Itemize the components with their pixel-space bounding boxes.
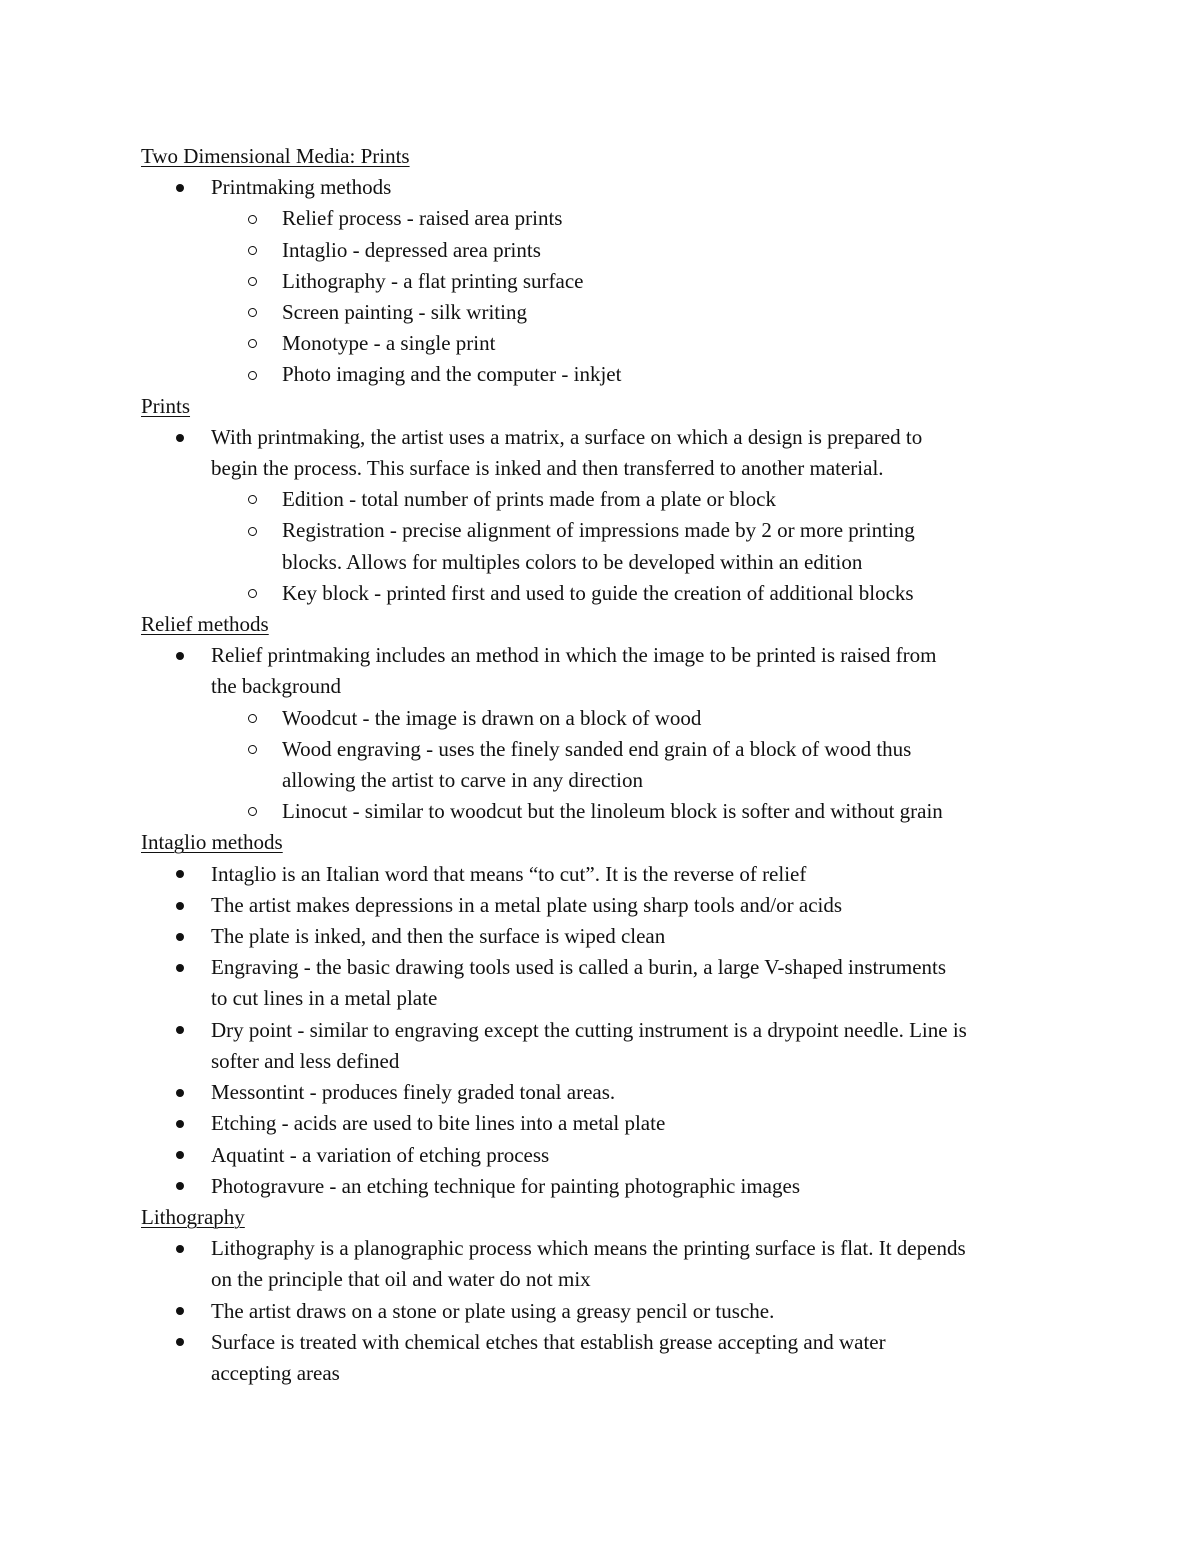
- bullet-text: [211, 1015, 1071, 1077]
- sub-bullet-item: [141, 796, 1071, 827]
- filled-bullet-icon: [170, 640, 190, 671]
- bullet-text-line: Wood engraving - uses the finely sanded end grain of a block of wood thus: [282, 736, 912, 761]
- bullet-text: [211, 172, 1071, 203]
- bullet-text-line: Woodcut - the image is drawn on a block of wood: [282, 705, 702, 730]
- sub-bullet-item: [141, 359, 1071, 390]
- bullet-text: [211, 890, 1071, 921]
- bullet-item: [141, 1171, 1071, 1202]
- bullet-text-line: Screen painting - silk writing: [282, 300, 527, 325]
- bullet-item: [141, 422, 1071, 484]
- bullet-text-line: Lithography is a planographic process which means the printing surface is flat. It depends: [211, 1236, 966, 1261]
- sub-bullet-item: [141, 578, 1071, 609]
- filled-bullet-icon: [170, 952, 190, 983]
- bullet-text: [211, 952, 1071, 1014]
- sub-bullet-item: [141, 203, 1071, 234]
- filled-bullet-icon: [170, 1015, 190, 1046]
- bullet-text-line: Registration - precise alignment of impressions made by 2 or more printing: [282, 518, 915, 543]
- bullet-text: [282, 484, 1071, 515]
- bullet-text: [282, 703, 1071, 734]
- bullet-item: [141, 859, 1071, 890]
- bullet-text: [211, 1108, 1071, 1139]
- bullet-item: [141, 1015, 1071, 1077]
- bullet-text: [282, 578, 1071, 609]
- bullet-item: [141, 890, 1071, 921]
- section-heading: Two Dimensional Media: Prints: [141, 144, 410, 168]
- bullet-text-line: The artist draws on a stone or plate using a greasy pencil or tusche.: [211, 1298, 775, 1323]
- sub-bullet-item: [141, 328, 1071, 359]
- bullet-text: [211, 1171, 1071, 1202]
- section-heading: Intaglio methods: [141, 830, 283, 855]
- bullet-text-line: Surface is treated with chemical etches that establish grease accepting and water: [211, 1329, 886, 1354]
- bullet-text: [211, 921, 1071, 952]
- bullet-text-line: Aquatint - a variation of etching process: [211, 1142, 550, 1167]
- bullet-text: [211, 859, 1071, 890]
- hollow-bullet-icon: [242, 235, 262, 266]
- section-heading: Lithography: [141, 1204, 245, 1229]
- filled-bullet-icon: [170, 1077, 190, 1108]
- bullet-text: [211, 1327, 1071, 1389]
- hollow-bullet-icon: [242, 297, 262, 328]
- bullet-item: [141, 1233, 1071, 1295]
- bullet-text-line: The plate is inked, and then the surface is wiped clean: [211, 924, 666, 949]
- sub-bullet-item: [141, 734, 1071, 796]
- bullet-text-line: Photogravure - an etching technique for painting photographic images: [211, 1173, 800, 1198]
- document-body: [141, 141, 1071, 1389]
- bullet-text-line: With printmaking, the artist uses a matrix, a surface on which a design is prepared to: [211, 424, 923, 449]
- hollow-bullet-icon: [242, 266, 262, 297]
- section-heading: Prints: [141, 393, 191, 418]
- bullet-text-line: Intaglio is an Italian word that means “to cut”. It is the reverse of relief: [211, 861, 807, 886]
- sub-bullet-item: [141, 703, 1071, 734]
- bullet-text: [211, 1140, 1071, 1171]
- bullet-text: [211, 1233, 1071, 1295]
- bullet-text: [282, 235, 1071, 266]
- bullet-text: [211, 422, 1071, 484]
- bullet-text-line: Photo imaging and the computer - inkjet: [282, 362, 622, 387]
- bullet-text: [282, 515, 1071, 577]
- filled-bullet-icon: [170, 890, 190, 921]
- bullet-text-line: Dry point - similar to engraving except the cutting instrument is a drypoint needle. Line is: [211, 1017, 967, 1042]
- bullet-text-line: accepting areas: [211, 1360, 340, 1385]
- bullet-text: [282, 359, 1071, 390]
- section-heading: Relief methods: [141, 612, 269, 637]
- bullet-text-line: Relief process - raised area prints: [282, 206, 563, 231]
- bullet-text: [282, 266, 1071, 297]
- bullet-item: [141, 640, 1071, 702]
- bullet-text-line: Relief printmaking includes an method in which the image to be printed is raised from: [211, 643, 937, 668]
- filled-bullet-icon: [170, 1296, 190, 1327]
- bullet-text-line: Key block - printed first and used to guide the creation of additional blocks: [282, 580, 914, 605]
- bullet-item: [141, 1296, 1071, 1327]
- bullet-text-line: Etching - acids are used to bite lines into a metal plate: [211, 1111, 666, 1136]
- bullet-text-line: Engraving - the basic drawing tools used is called a burin, a large V-shaped instruments: [211, 955, 947, 980]
- filled-bullet-icon: [170, 1108, 190, 1139]
- bullet-text-line: begin the process. This surface is inked and then transferred to another material.: [211, 456, 884, 481]
- bullet-item: [141, 952, 1071, 1014]
- sub-bullet-item: [141, 297, 1071, 328]
- sub-bullet-item: [141, 266, 1071, 297]
- hollow-bullet-icon: [242, 359, 262, 390]
- bullet-item: [141, 172, 1071, 203]
- hollow-bullet-icon: [242, 203, 262, 234]
- bullet-item: [141, 1327, 1071, 1389]
- bullet-text-line: Intaglio - depressed area prints: [282, 237, 541, 262]
- bullet-text-line: Lithography - a flat printing surface: [282, 268, 584, 293]
- bullet-text: [282, 297, 1071, 328]
- bullet-text-line: the background: [211, 674, 342, 699]
- bullet-text: [211, 1296, 1071, 1327]
- filled-bullet-icon: [170, 422, 190, 453]
- filled-bullet-icon: [170, 859, 190, 890]
- filled-bullet-icon: [170, 172, 190, 203]
- bullet-text-line: Messontint - produces finely graded tonal areas.: [211, 1080, 616, 1105]
- sub-bullet-item: [141, 235, 1071, 266]
- bullet-text: [282, 796, 1071, 827]
- bullet-text: [282, 328, 1071, 359]
- hollow-bullet-icon: [242, 515, 262, 546]
- filled-bullet-icon: [170, 1233, 190, 1264]
- bullet-text: [282, 203, 1071, 234]
- bullet-text-line: blocks. Allows for multiples colors to be developed within an edition: [282, 549, 863, 574]
- bullet-item: [141, 1108, 1071, 1139]
- bullet-text-line: The artist makes depressions in a metal plate using sharp tools and/or acids: [211, 892, 843, 917]
- hollow-bullet-icon: [242, 734, 262, 765]
- hollow-bullet-icon: [242, 703, 262, 734]
- bullet-text: [211, 1077, 1071, 1108]
- hollow-bullet-icon: [242, 328, 262, 359]
- hollow-bullet-icon: [242, 796, 262, 827]
- sub-bullet-item: [141, 484, 1071, 515]
- bullet-item: [141, 1140, 1071, 1171]
- filled-bullet-icon: [170, 1140, 190, 1171]
- bullet-text-line: Edition - total number of prints made from a plate or block: [282, 487, 776, 512]
- bullet-text: [211, 640, 1071, 702]
- bullet-text: [282, 734, 1071, 796]
- bullet-text-line: on the principle that oil and water do not mix: [211, 1267, 591, 1292]
- bullet-text-line: Linocut - similar to woodcut but the linoleum block is softer and without grain: [282, 799, 943, 824]
- hollow-bullet-icon: [242, 484, 262, 515]
- bullet-text-line: softer and less defined: [211, 1048, 400, 1073]
- bullet-item: [141, 1077, 1071, 1108]
- bullet-text-line: allowing the artist to carve in any direction: [282, 768, 643, 793]
- bullet-text-line: to cut lines in a metal plate: [211, 986, 438, 1011]
- bullet-item: [141, 921, 1071, 952]
- filled-bullet-icon: [170, 1171, 190, 1202]
- bullet-text-line: Monotype - a single print: [282, 331, 496, 356]
- sub-bullet-item: [141, 515, 1071, 577]
- bullet-text-line: Printmaking methods: [211, 175, 392, 200]
- hollow-bullet-icon: [242, 578, 262, 609]
- filled-bullet-icon: [170, 1327, 190, 1358]
- filled-bullet-icon: [170, 921, 190, 952]
